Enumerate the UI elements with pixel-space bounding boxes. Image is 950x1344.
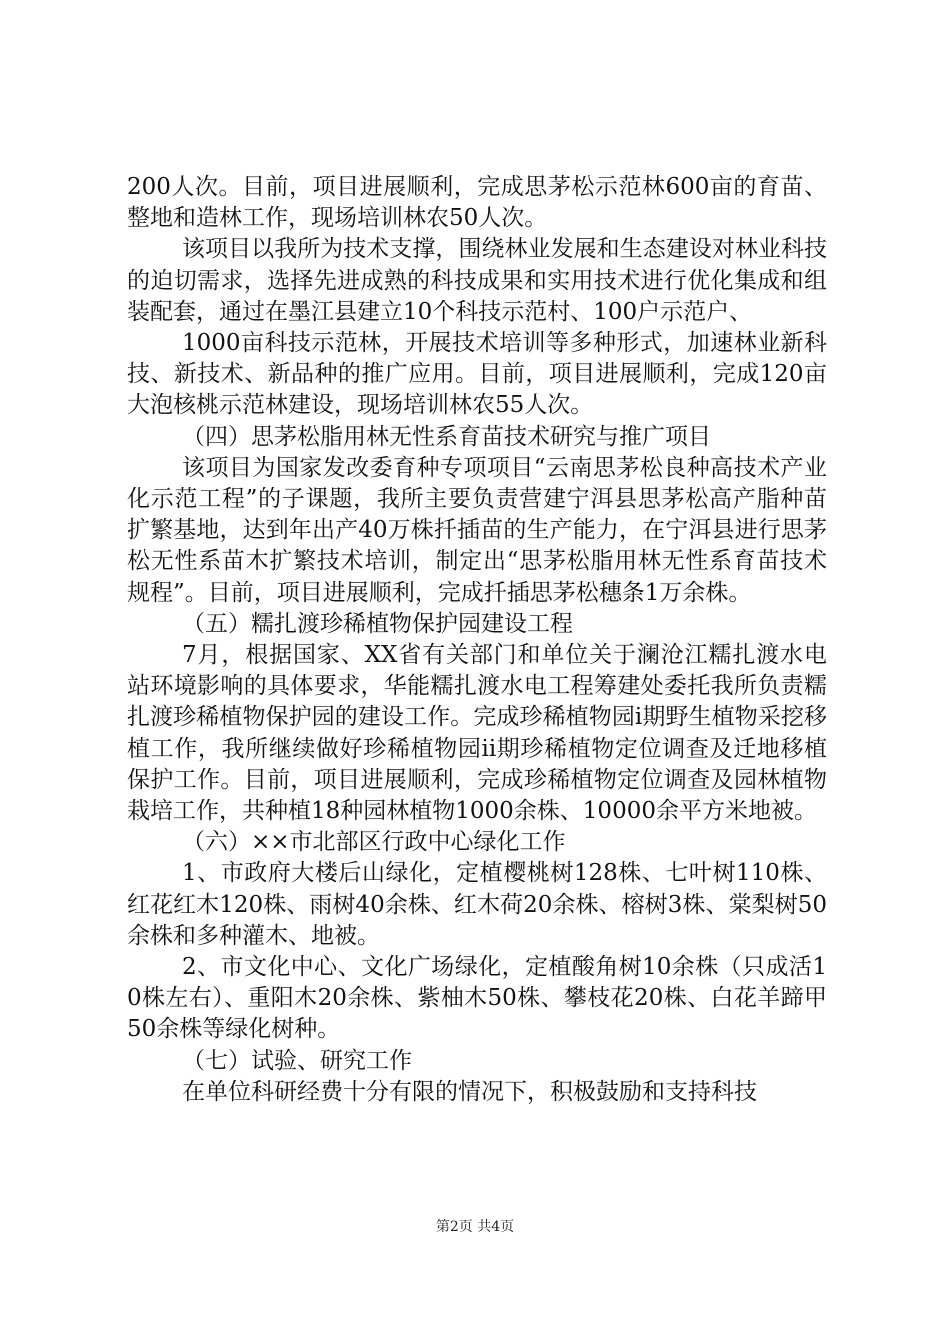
paragraph-greening-2: 2、市文化中心、文化广场绿化，定植酸角树10余株（只成活10株左右）、重阳木20余株、紫柚木50株、攀枝花20株、白花羊蹄甲50余株等绿化树种。: [127, 954, 827, 1043]
paragraph-simao-pine: 该项目为国家发改委育种专项项目“云南思茅松良种高技术产业化示范工程”的子课题，我所主要负责营建宁洱县思茅松高产脂种苗扩繁基地，达到年出产40万株扦插苗的生产能力，在宁洱县进行思茅松无性系苗木扩繁技术培训，制定出“思茅松脂用林无性系育苗技术规程”。目前，项目进展顺利，完成扦插思茅松穗条1万余株。: [127, 454, 827, 606]
paragraph-greening-1: 1、市政府大楼后山绿化，定植樱桃树128株、七叶树110株、红花红木120株、雨树40余株、红木荷20余株、榕树3株、棠梨树50余株和多种灌木、地被。: [127, 860, 827, 949]
section-heading-4: （四）思茅松脂用林无性系育苗技术研究与推广项目: [182, 423, 711, 450]
paragraph-demo-forest: 1000亩科技示范林，开展技术培训等多种形式，加速林业新科技、新技术、新品种的推广应用。目前，项目进展顺利，完成120亩大泡核桃示范林建设，现场培训林农55人次。: [127, 330, 827, 419]
section-heading-7: （七）试验、研究工作: [182, 1047, 412, 1074]
paragraph-nuozhadu: 7月，根据国家、XX省有关部门和单位关于澜沧江糯扎渡水电站环境影响的具体要求，华能糯扎渡水电工程筹建处委托我所负责糯扎渡珍稀植物保护园的建设工作。完成珍稀植物园ⅰ期野生植物采挖移植工作，我所继续做好珍稀植物园ⅱ期珍稀植物定位调查及迁地移植保护工作。目前，项目进展顺利，完成珍稀植物定位调查及园林植物栽培工作，共种植18种园林植物1000余株、10000余平方米地被。: [127, 642, 827, 825]
paragraph-demo-village-project: 该项目以我所为技术支撑，围绕林业发展和生态建设对林业科技的迫切需求，选择先进成熟的科技成果和实用技术进行优化集成和组装配套，通过在墨江县建立10个科技示范村、100户示范户、: [127, 236, 827, 325]
page-number-footer: 第2页 共4页: [435, 1219, 515, 1235]
section-heading-5: （五）糯扎渡珍稀植物保护园建设工程: [182, 610, 573, 637]
paragraph-research: 在单位科研经费十分有限的情况下，积极鼓励和支持科技: [182, 1078, 757, 1105]
document-body: [127, 172, 827, 1108]
section-heading-6: （六）××市北部区行政中心绿化工作: [182, 829, 566, 856]
paragraph-continuation: 200人次。目前，项目进展顺利，完成思茅松示范林600亩的育苗、整地和造林工作，现场培训林农50人次。: [127, 174, 827, 232]
